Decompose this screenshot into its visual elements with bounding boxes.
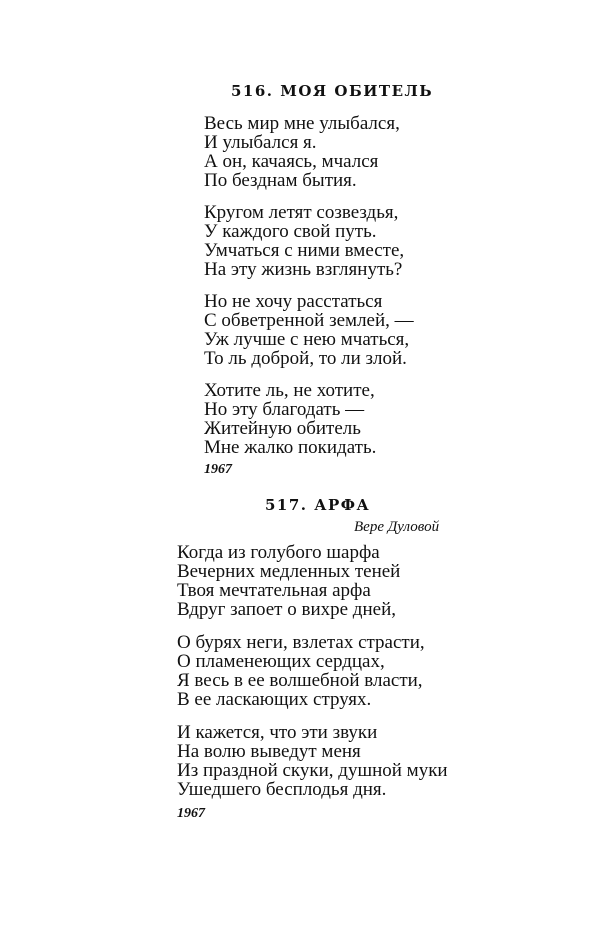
verse-line: И улыбался я. xyxy=(204,132,317,153)
verse-line: Кругом летят созвездья, xyxy=(204,202,399,223)
verse-line: Твоя мечтательная арфа xyxy=(177,580,371,601)
verse-line: На волю выведут меня xyxy=(177,741,361,762)
verse-line: То ль доброй, то ли злой. xyxy=(204,348,407,369)
poem-516-stanza-2 xyxy=(204,203,404,279)
verse-line: Уж лучше с нею мчаться, xyxy=(204,329,410,350)
poem-516-year: 1967 xyxy=(204,462,232,477)
verse-line: У каждого свой путь. xyxy=(204,221,377,242)
poem-516-title: 516. МОЯ ОБИТЕЛЬ xyxy=(231,82,434,100)
verse-line: А он, качаясь, мчался xyxy=(204,151,379,172)
verse-line: Умчаться с ними вместе, xyxy=(204,240,405,261)
verse-line: Но не хочу расстаться xyxy=(204,291,383,312)
verse-line: Хотите ль, не хотите, xyxy=(204,380,375,401)
verse-line: С обветренной землей, — xyxy=(204,310,414,331)
verse-line: Когда из голубого шарфа xyxy=(177,542,380,563)
verse-line: Ушедшего бесплодья дня. xyxy=(177,779,387,800)
poem-516-stanza-1 xyxy=(204,114,400,190)
verse-line: В ее ласкающих струях. xyxy=(177,689,372,710)
verse-line: Из праздной скуки, душной муки xyxy=(177,760,448,781)
verse-line: О бурях неги, взлетах страсти, xyxy=(177,632,425,653)
poem-517-title: 517. АРФА xyxy=(265,496,371,514)
verse-line: Мне жалко покидать. xyxy=(204,437,377,458)
verse-line: По безднам бытия. xyxy=(204,170,357,191)
verse-line: На эту жизнь взглянуть? xyxy=(204,259,403,280)
poem-516-stanza-4 xyxy=(204,381,376,457)
verse-line: Вечерних медленных теней xyxy=(177,561,401,582)
poem-517-stanza-1 xyxy=(177,543,400,619)
poem-516-stanza-3 xyxy=(204,292,414,368)
poem-517-stanza-3 xyxy=(177,723,448,799)
poem-517-dedication: Вере Дуловой xyxy=(354,519,440,535)
verse-line: Но эту благодать — xyxy=(204,399,365,420)
verse-line: О пламенеющих сердцах, xyxy=(177,651,385,672)
verse-line: Вдруг запоет о вихре дней, xyxy=(177,599,396,620)
verse-line: Весь мир мне улыбался, xyxy=(204,113,400,134)
poem-517-year: 1967 xyxy=(177,806,205,821)
verse-line: И кажется, что эти звуки xyxy=(177,722,378,743)
verse-line: Я весь в ее волшебной власти, xyxy=(177,670,423,691)
poem-517-stanza-2 xyxy=(177,633,425,709)
verse-line: Житейную обитель xyxy=(204,418,361,439)
